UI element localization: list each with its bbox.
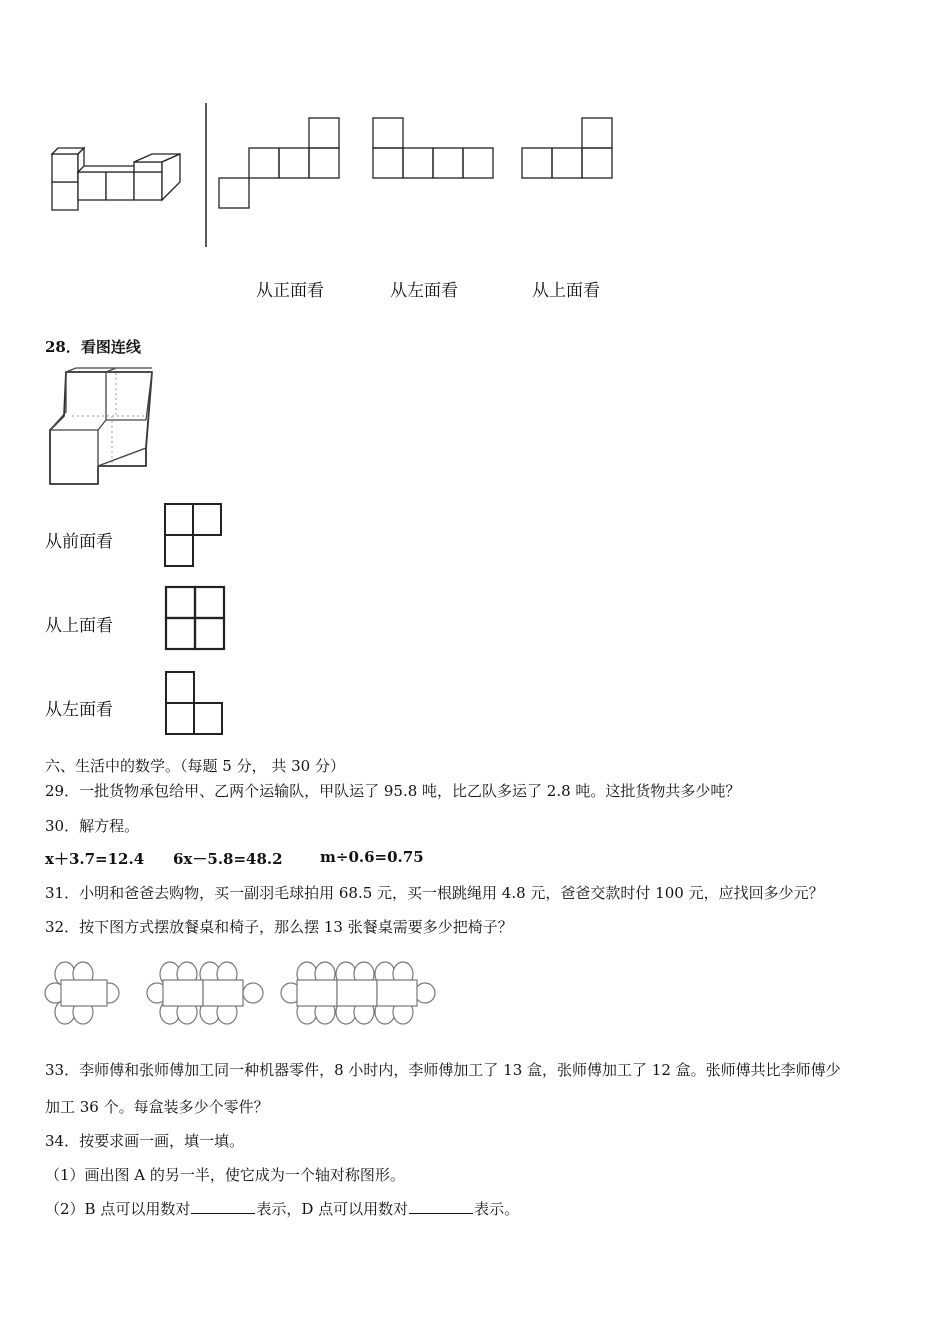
left-view-label: 从左面看 <box>390 281 458 301</box>
divider-line <box>205 103 209 249</box>
q31-text: 31．小明和爸爸去购物，买一副羽毛球拍用 68.5 元，买一根跳绳用 4.8 元，爸爸交款时付 100 元，应找回多少元？ <box>45 884 824 902</box>
q28-title: 28．看图连线 <box>45 338 141 356</box>
table-chair-arrangement <box>45 960 445 1026</box>
q34-part-2-c: 表示。 <box>474 1200 520 1218</box>
q28-left-view-shape[interactable] <box>164 670 226 736</box>
front-view-grid <box>218 117 342 211</box>
top-view-label: 从上面看 <box>532 281 600 301</box>
q34-part-2 <box>45 1198 519 1219</box>
section-6-heading: 六、生活中的数学。（每题 5 分， 共 30 分） <box>45 757 345 775</box>
q28-top-view-shape[interactable] <box>164 585 228 651</box>
q30-title: 30．解方程。 <box>45 817 140 835</box>
q34-part-2-a: （2）B 点可以用数对 <box>45 1200 191 1218</box>
front-view-label: 从正面看 <box>256 281 324 301</box>
top-view-grid <box>521 117 615 181</box>
q30-equation-1: x＋3.7=12.4 <box>45 850 145 868</box>
q28-left-label: 从左面看 <box>45 700 113 720</box>
q28-front-label: 从前面看 <box>45 532 113 552</box>
q32-text: 32．按下图方式摆放餐桌和椅子，那么摆 13 张餐桌需要多少把椅子？ <box>45 918 513 936</box>
q33-line-2: 加工 36 个。每盒装多少个零件？ <box>45 1098 269 1116</box>
q28-top-label: 从上面看 <box>45 616 113 636</box>
cube-stack-figure <box>48 148 188 228</box>
q34-part-2-b: 表示，D 点可以用数对 <box>256 1200 409 1218</box>
b-point-blank[interactable] <box>191 1201 255 1214</box>
q29-text: 29．一批货物承包给甲、乙两个运输队，甲队运了 95.8 吨，比乙队多运了 2.8 吨。这批货物共多少吨？ <box>45 782 741 800</box>
q30-equation-2: 6x－5.8=48.2 <box>173 850 283 868</box>
q33-line-1: 33．李师傅和张师傅加工同一种机器零件，8 小时内，李师傅加工了 13 盒，张师傅加工了 12 盒。张师傅共比李师傅少 <box>45 1061 841 1079</box>
q28-solid-figure <box>46 368 156 484</box>
q34-title: 34．按要求画一画，填一填。 <box>45 1132 245 1150</box>
d-point-blank[interactable] <box>409 1201 473 1214</box>
left-view-grid <box>372 117 496 181</box>
q30-equation-3: m÷0.6=0.75 <box>320 848 424 866</box>
q28-front-view-shape[interactable] <box>163 502 225 568</box>
q34-part-1: （1）画出图 A 的另一半，使它成为一个轴对称图形。 <box>45 1166 405 1184</box>
